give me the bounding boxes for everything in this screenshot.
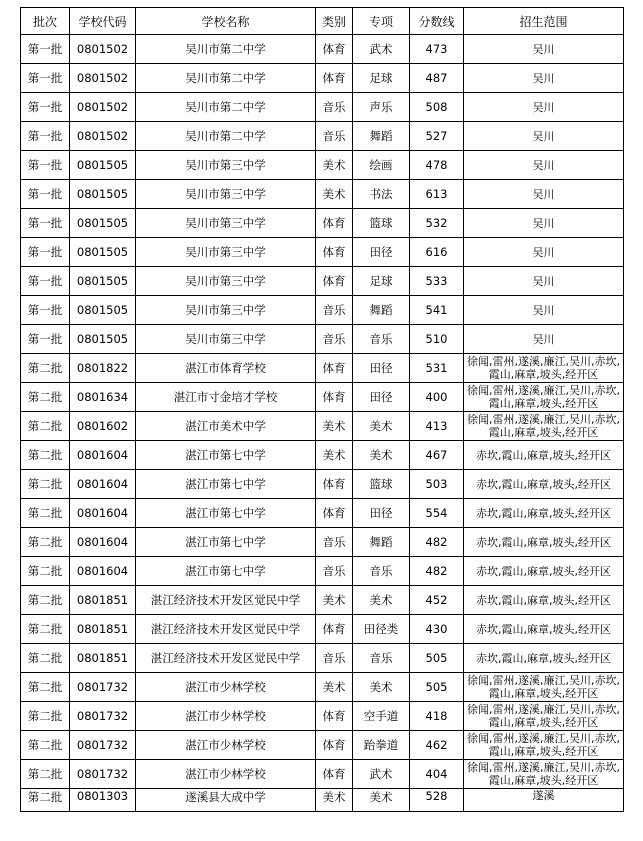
school-code-cell: 0801602 (70, 412, 136, 441)
batch-cell: 第二批 (21, 615, 70, 644)
table-row (21, 354, 624, 383)
school-code-cell: 0801502 (70, 122, 136, 151)
school-name-cell: 吴川市第二中学 (136, 93, 316, 122)
enrollment-range-cell: 徐闻,雷州,遂溪,廉江,吴川,赤坎,霞山,麻章,坡头,经开区 (464, 673, 624, 702)
score-line-cell: 541 (410, 296, 464, 325)
enrollment-range-cell: 吴川 (464, 122, 624, 151)
score-line-cell: 400 (410, 383, 464, 412)
specialty-cell: 武术 (353, 35, 410, 64)
score-line-cell: 508 (410, 93, 464, 122)
batch-cell: 第二批 (21, 441, 70, 470)
batch-cell: 第二批 (21, 731, 70, 760)
table-row (21, 35, 624, 64)
score-line-cell: 413 (410, 412, 464, 441)
score-line-cell: 467 (410, 441, 464, 470)
school-name-cell: 湛江市第七中学 (136, 470, 316, 499)
score-line-cell: 482 (410, 528, 464, 557)
header-school-code: 学校代码 (70, 8, 136, 35)
category-cell: 音乐 (316, 528, 353, 557)
batch-cell: 第一批 (21, 325, 70, 354)
score-line-cell: 616 (410, 238, 464, 267)
school-code-cell: 0801502 (70, 93, 136, 122)
category-cell: 美术 (316, 180, 353, 209)
table-row (21, 644, 624, 673)
enrollment-range-cell: 赤坎,霞山,麻章,坡头,经开区 (464, 586, 624, 615)
score-line-cell: 404 (410, 760, 464, 789)
category-cell: 体育 (316, 702, 353, 731)
specialty-cell: 书法 (353, 180, 410, 209)
score-line-cell: 532 (410, 209, 464, 238)
table-row (21, 470, 624, 499)
table-row (21, 499, 624, 528)
table-row (21, 238, 624, 267)
school-name-cell: 湛江市少林学校 (136, 731, 316, 760)
batch-cell: 第一批 (21, 296, 70, 325)
score-line-cell: 533 (410, 267, 464, 296)
batch-cell: 第二批 (21, 557, 70, 586)
table-body (21, 35, 624, 812)
score-line-cell: 487 (410, 64, 464, 93)
school-name-cell: 吴川市第三中学 (136, 325, 316, 354)
enrollment-range-cell: 吴川 (464, 180, 624, 209)
header-row (21, 8, 624, 35)
table-row (21, 441, 624, 470)
table-row (21, 267, 624, 296)
table-row (21, 64, 624, 93)
enrollment-range-cell: 吴川 (464, 267, 624, 296)
school-code-cell: 0801604 (70, 441, 136, 470)
school-code-cell: 0801851 (70, 644, 136, 673)
enrollment-range-cell: 吴川 (464, 35, 624, 64)
table-row (21, 557, 624, 586)
batch-cell: 第一批 (21, 267, 70, 296)
enrollment-range-cell: 吴川 (464, 64, 624, 93)
specialty-cell: 声乐 (353, 93, 410, 122)
category-cell: 体育 (316, 470, 353, 499)
specialty-cell: 音乐 (353, 557, 410, 586)
batch-cell: 第一批 (21, 180, 70, 209)
score-line-cell: 613 (410, 180, 464, 209)
specialty-cell: 武术 (353, 760, 410, 789)
table-row (21, 528, 624, 557)
score-line-cell: 510 (410, 325, 464, 354)
specialty-cell: 田径 (353, 383, 410, 412)
school-code-cell: 0801505 (70, 296, 136, 325)
enrollment-range-cell: 吴川 (464, 151, 624, 180)
school-name-cell: 湛江经济技术开发区觉民中学 (136, 586, 316, 615)
batch-cell: 第二批 (21, 760, 70, 789)
specialty-cell: 篮球 (353, 209, 410, 238)
header-enrollment-range: 招生范围 (464, 8, 624, 35)
school-code-cell: 0801732 (70, 702, 136, 731)
batch-cell: 第一批 (21, 93, 70, 122)
category-cell: 美术 (316, 586, 353, 615)
score-line-cell: 505 (410, 644, 464, 673)
category-cell: 体育 (316, 209, 353, 238)
score-line-cell: 462 (410, 731, 464, 760)
category-cell: 体育 (316, 499, 353, 528)
score-line-cell: 531 (410, 354, 464, 383)
school-code-cell: 0801502 (70, 64, 136, 93)
category-cell: 音乐 (316, 644, 353, 673)
header-school-name: 学校名称 (136, 8, 316, 35)
specialty-cell: 音乐 (353, 644, 410, 673)
specialty-cell: 音乐 (353, 325, 410, 354)
table-row (21, 151, 624, 180)
batch-cell: 第二批 (21, 528, 70, 557)
specialty-cell: 空手道 (353, 702, 410, 731)
school-name-cell: 湛江经济技术开发区觉民中学 (136, 644, 316, 673)
school-name-cell: 湛江市少林学校 (136, 760, 316, 789)
school-name-cell: 湛江经济技术开发区觉民中学 (136, 615, 316, 644)
enrollment-range-cell: 徐闻,雷州,遂溪,廉江,吴川,赤坎,霞山,麻章,坡头,经开区 (464, 731, 624, 760)
school-code-cell: 0801732 (70, 760, 136, 789)
specialty-cell: 舞蹈 (353, 296, 410, 325)
batch-cell: 第二批 (21, 702, 70, 731)
batch-cell: 第二批 (21, 644, 70, 673)
category-cell: 体育 (316, 731, 353, 760)
header-specialty: 专项 (353, 8, 410, 35)
category-cell: 音乐 (316, 93, 353, 122)
school-name-cell: 吴川市第二中学 (136, 35, 316, 64)
school-code-cell: 0801505 (70, 209, 136, 238)
batch-cell: 第二批 (21, 673, 70, 702)
table-row (21, 760, 624, 789)
score-line-cell: 482 (410, 557, 464, 586)
specialty-cell: 田径 (353, 238, 410, 267)
batch-cell: 第二批 (21, 470, 70, 499)
school-name-cell: 湛江市寸金培才学校 (136, 383, 316, 412)
school-code-cell: 0801505 (70, 267, 136, 296)
score-line-cell: 503 (410, 470, 464, 499)
batch-cell: 第二批 (21, 499, 70, 528)
specialty-cell: 跆拳道 (353, 731, 410, 760)
category-cell: 美术 (316, 441, 353, 470)
specialty-cell: 美术 (353, 789, 410, 812)
enrollment-range-cell: 吴川 (464, 238, 624, 267)
enrollment-range-cell: 吴川 (464, 93, 624, 122)
school-name-cell: 湛江市美术中学 (136, 412, 316, 441)
enrollment-range-cell: 吴川 (464, 325, 624, 354)
specialty-cell: 田径 (353, 499, 410, 528)
admission-score-table (20, 7, 624, 812)
specialty-cell: 美术 (353, 586, 410, 615)
school-name-cell: 湛江市少林学校 (136, 702, 316, 731)
specialty-cell: 美术 (353, 441, 410, 470)
school-name-cell: 吴川市第三中学 (136, 151, 316, 180)
enrollment-range-cell: 遂溪 (464, 789, 624, 812)
category-cell: 体育 (316, 64, 353, 93)
specialty-cell: 田径类 (353, 615, 410, 644)
enrollment-range-cell: 赤坎,霞山,麻章,坡头,经开区 (464, 499, 624, 528)
specialty-cell: 舞蹈 (353, 528, 410, 557)
table-row (21, 615, 624, 644)
enrollment-range-cell: 赤坎,霞山,麻章,坡头,经开区 (464, 470, 624, 499)
header-batch: 批次 (21, 8, 70, 35)
school-name-cell: 吴川市第三中学 (136, 238, 316, 267)
table-row (21, 383, 624, 412)
category-cell: 美术 (316, 789, 353, 812)
specialty-cell: 绘画 (353, 151, 410, 180)
enrollment-range-cell: 徐闻,雷州,遂溪,廉江,吴川,赤坎,霞山,麻章,坡头,经开区 (464, 354, 624, 383)
table-row (21, 122, 624, 151)
specialty-cell: 舞蹈 (353, 122, 410, 151)
batch-cell: 第二批 (21, 412, 70, 441)
school-code-cell: 0801822 (70, 354, 136, 383)
table-row (21, 673, 624, 702)
category-cell: 体育 (316, 238, 353, 267)
school-name-cell: 湛江市第七中学 (136, 528, 316, 557)
school-name-cell: 吴川市第三中学 (136, 267, 316, 296)
category-cell: 体育 (316, 760, 353, 789)
table-row (21, 296, 624, 325)
school-name-cell: 吴川市第三中学 (136, 296, 316, 325)
category-cell: 美术 (316, 151, 353, 180)
school-name-cell: 吴川市第二中学 (136, 64, 316, 93)
batch-cell: 第二批 (21, 789, 70, 812)
school-name-cell: 遂溪县大成中学 (136, 789, 316, 812)
batch-cell: 第一批 (21, 151, 70, 180)
table-row (21, 180, 624, 209)
table-row (21, 325, 624, 354)
batch-cell: 第二批 (21, 383, 70, 412)
header-score-line: 分数线 (410, 8, 464, 35)
category-cell: 音乐 (316, 122, 353, 151)
specialty-cell: 篮球 (353, 470, 410, 499)
school-name-cell: 湛江市第七中学 (136, 441, 316, 470)
enrollment-range-cell: 赤坎,霞山,麻章,坡头,经开区 (464, 528, 624, 557)
school-code-cell: 0801604 (70, 557, 136, 586)
enrollment-range-cell: 徐闻,雷州,遂溪,廉江,吴川,赤坎,霞山,麻章,坡头,经开区 (464, 760, 624, 789)
table-row (21, 789, 624, 812)
school-name-cell: 吴川市第二中学 (136, 122, 316, 151)
school-code-cell: 0801851 (70, 586, 136, 615)
enrollment-range-cell: 徐闻,雷州,遂溪,廉江,吴川,赤坎,霞山,麻章,坡头,经开区 (464, 383, 624, 412)
score-line-cell: 418 (410, 702, 464, 731)
specialty-cell: 美术 (353, 412, 410, 441)
table-row (21, 702, 624, 731)
enrollment-range-cell: 吴川 (464, 296, 624, 325)
school-code-cell: 0801851 (70, 615, 136, 644)
school-code-cell: 0801634 (70, 383, 136, 412)
score-line-cell: 478 (410, 151, 464, 180)
table-row (21, 209, 624, 238)
specialty-cell: 美术 (353, 673, 410, 702)
category-cell: 体育 (316, 267, 353, 296)
score-line-cell: 430 (410, 615, 464, 644)
category-cell: 体育 (316, 615, 353, 644)
school-code-cell: 0801732 (70, 673, 136, 702)
specialty-cell: 足球 (353, 64, 410, 93)
score-line-cell: 452 (410, 586, 464, 615)
school-name-cell: 湛江市第七中学 (136, 499, 316, 528)
batch-cell: 第一批 (21, 238, 70, 267)
school-code-cell: 0801604 (70, 499, 136, 528)
batch-cell: 第一批 (21, 64, 70, 93)
category-cell: 美术 (316, 412, 353, 441)
enrollment-range-cell: 吴川 (464, 209, 624, 238)
school-name-cell: 湛江市少林学校 (136, 673, 316, 702)
school-code-cell: 0801505 (70, 180, 136, 209)
school-name-cell: 湛江市第七中学 (136, 557, 316, 586)
category-cell: 美术 (316, 673, 353, 702)
batch-cell: 第一批 (21, 209, 70, 238)
enrollment-range-cell: 徐闻,雷州,遂溪,廉江,吴川,赤坎,霞山,麻章,坡头,经开区 (464, 412, 624, 441)
score-line-cell: 527 (410, 122, 464, 151)
category-cell: 音乐 (316, 325, 353, 354)
school-code-cell: 0801732 (70, 731, 136, 760)
category-cell: 音乐 (316, 296, 353, 325)
school-code-cell: 0801604 (70, 528, 136, 557)
batch-cell: 第一批 (21, 35, 70, 64)
enrollment-range-cell: 赤坎,霞山,麻章,坡头,经开区 (464, 615, 624, 644)
table-row (21, 412, 624, 441)
score-line-cell: 554 (410, 499, 464, 528)
table-row (21, 586, 624, 615)
school-code-cell: 0801604 (70, 470, 136, 499)
school-code-cell: 0801505 (70, 238, 136, 267)
batch-cell: 第二批 (21, 354, 70, 383)
category-cell: 体育 (316, 35, 353, 64)
school-name-cell: 吴川市第三中学 (136, 180, 316, 209)
school-name-cell: 吴川市第三中学 (136, 209, 316, 238)
enrollment-range-cell: 赤坎,霞山,麻章,坡头,经开区 (464, 644, 624, 673)
category-cell: 体育 (316, 354, 353, 383)
category-cell: 音乐 (316, 557, 353, 586)
school-code-cell: 0801303 (70, 789, 136, 812)
table-row (21, 93, 624, 122)
score-line-cell: 505 (410, 673, 464, 702)
specialty-cell: 足球 (353, 267, 410, 296)
school-code-cell: 0801505 (70, 325, 136, 354)
school-code-cell: 0801502 (70, 35, 136, 64)
table-row (21, 731, 624, 760)
score-line-cell: 528 (410, 789, 464, 812)
batch-cell: 第二批 (21, 586, 70, 615)
enrollment-range-cell: 赤坎,霞山,麻章,坡头,经开区 (464, 557, 624, 586)
school-code-cell: 0801505 (70, 151, 136, 180)
header-category: 类别 (316, 8, 353, 35)
school-name-cell: 湛江市体育学校 (136, 354, 316, 383)
enrollment-range-cell: 徐闻,雷州,遂溪,廉江,吴川,赤坎,霞山,麻章,坡头,经开区 (464, 702, 624, 731)
specialty-cell: 田径 (353, 354, 410, 383)
category-cell: 体育 (316, 383, 353, 412)
score-line-cell: 473 (410, 35, 464, 64)
enrollment-range-cell: 赤坎,霞山,麻章,坡头,经开区 (464, 441, 624, 470)
batch-cell: 第一批 (21, 122, 70, 151)
